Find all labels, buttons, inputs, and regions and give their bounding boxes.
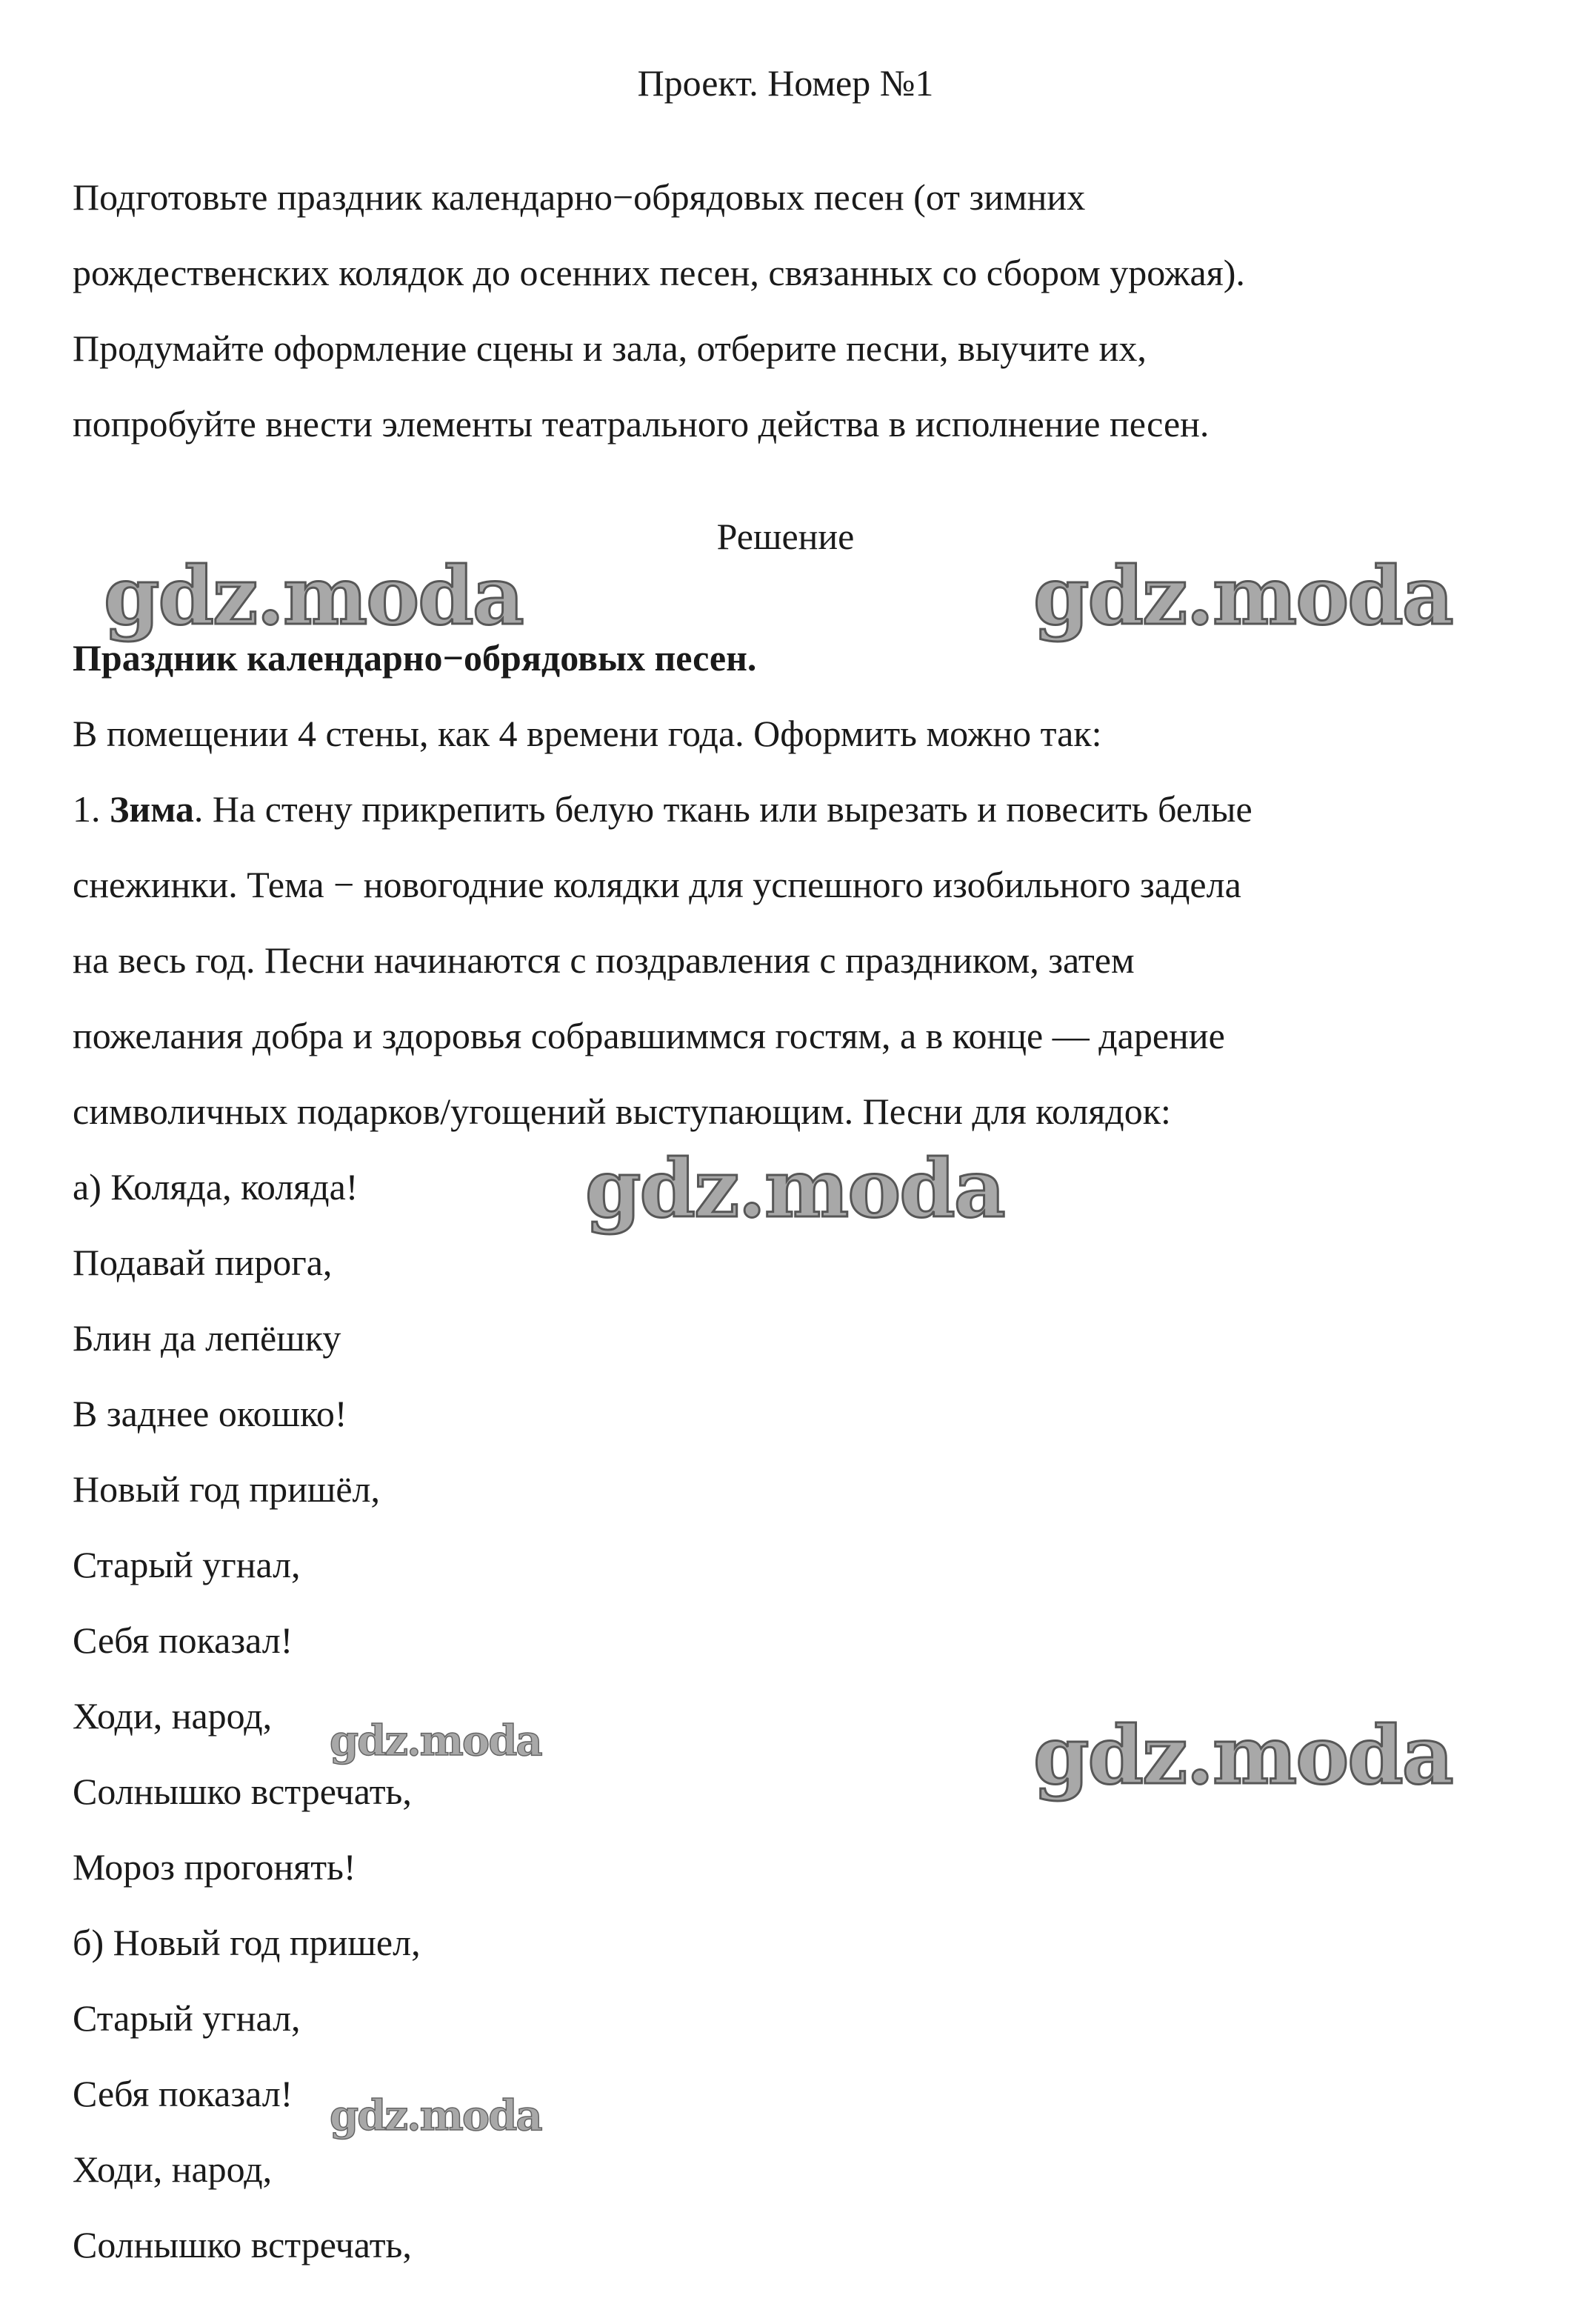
song-line: Себя показал! — [73, 2073, 293, 2114]
watermark: gdz.moda — [330, 1717, 541, 1765]
task-line-3: Продумайте оформление сцены и зала, отберите песни, выучите их, — [73, 327, 1147, 369]
song-line: Ходи, народ, — [73, 1695, 273, 1737]
task-line-4: попробуйте внести элементы театрального действа в исполнение песен. — [73, 403, 1210, 445]
song-line: Ходи, народ, — [73, 2148, 273, 2190]
song-line: Солнышко встречать, — [73, 2224, 412, 2265]
song-line: Себя показал! — [73, 1619, 293, 1661]
winter-line-3: на весь год. Песни начинаются с поздравления с праздником, затем — [73, 939, 1135, 981]
song-line: б) Новый год пришел, — [73, 1922, 421, 1963]
page-title: Проект. Номер №1 — [637, 62, 934, 104]
solution-heading: Решение — [716, 516, 855, 557]
song-line: Старый угнал, — [73, 1997, 301, 2039]
solution-intro: В помещении 4 стены, как 4 времени года. Оформить можно так: — [73, 713, 1102, 754]
winter-number: 1. — [73, 788, 110, 830]
winter-label: Зима — [110, 788, 194, 830]
watermark: gdz.moda — [104, 550, 523, 643]
song-line: Блин да лепёшку — [73, 1317, 341, 1359]
song-line: Новый год пришёл, — [73, 1468, 380, 1510]
song-line: Мороз прогонять! — [73, 1846, 356, 1888]
song-line: В заднее окошко! — [73, 1393, 347, 1434]
winter-line-2: снежинки. Тема − новогодние колядки для успешного изобильного задела — [73, 864, 1241, 905]
watermark: gdz.moda — [1033, 1709, 1452, 1802]
task-line-2: рождественских колядок до осенних песен, связанных со сбором урожая). — [73, 252, 1245, 293]
song-line: Подавай пирога, — [73, 1242, 333, 1283]
winter-line-4: пожелания добра и здоровья собравшиммся гостям, а в конце — дарение — [73, 1015, 1225, 1056]
task-line-1: Подготовьте праздник календарно−обрядовых песен (от зимних — [73, 176, 1086, 218]
winter-first-line-rest: . На стену прикрепить белую ткань или вырезать и повесить белые — [193, 788, 1253, 830]
song-line: Солнышко встречать, — [73, 1771, 412, 1812]
solution-title: Праздник календарно−обрядовых песен. — [73, 637, 757, 679]
winter-line-5: символичных подарков/угощений выступающим. Песни для колядок: — [73, 1091, 1171, 1132]
winter-paragraph-first-line — [73, 787, 1253, 831]
watermark: gdz.moda — [1033, 550, 1452, 643]
song-line: Старый угнал, — [73, 1544, 301, 1585]
watermark: gdz.moda — [330, 2091, 541, 2140]
watermark: gdz.moda — [585, 1142, 1004, 1236]
song-line: а) Коляда, коляда! — [73, 1166, 358, 1208]
